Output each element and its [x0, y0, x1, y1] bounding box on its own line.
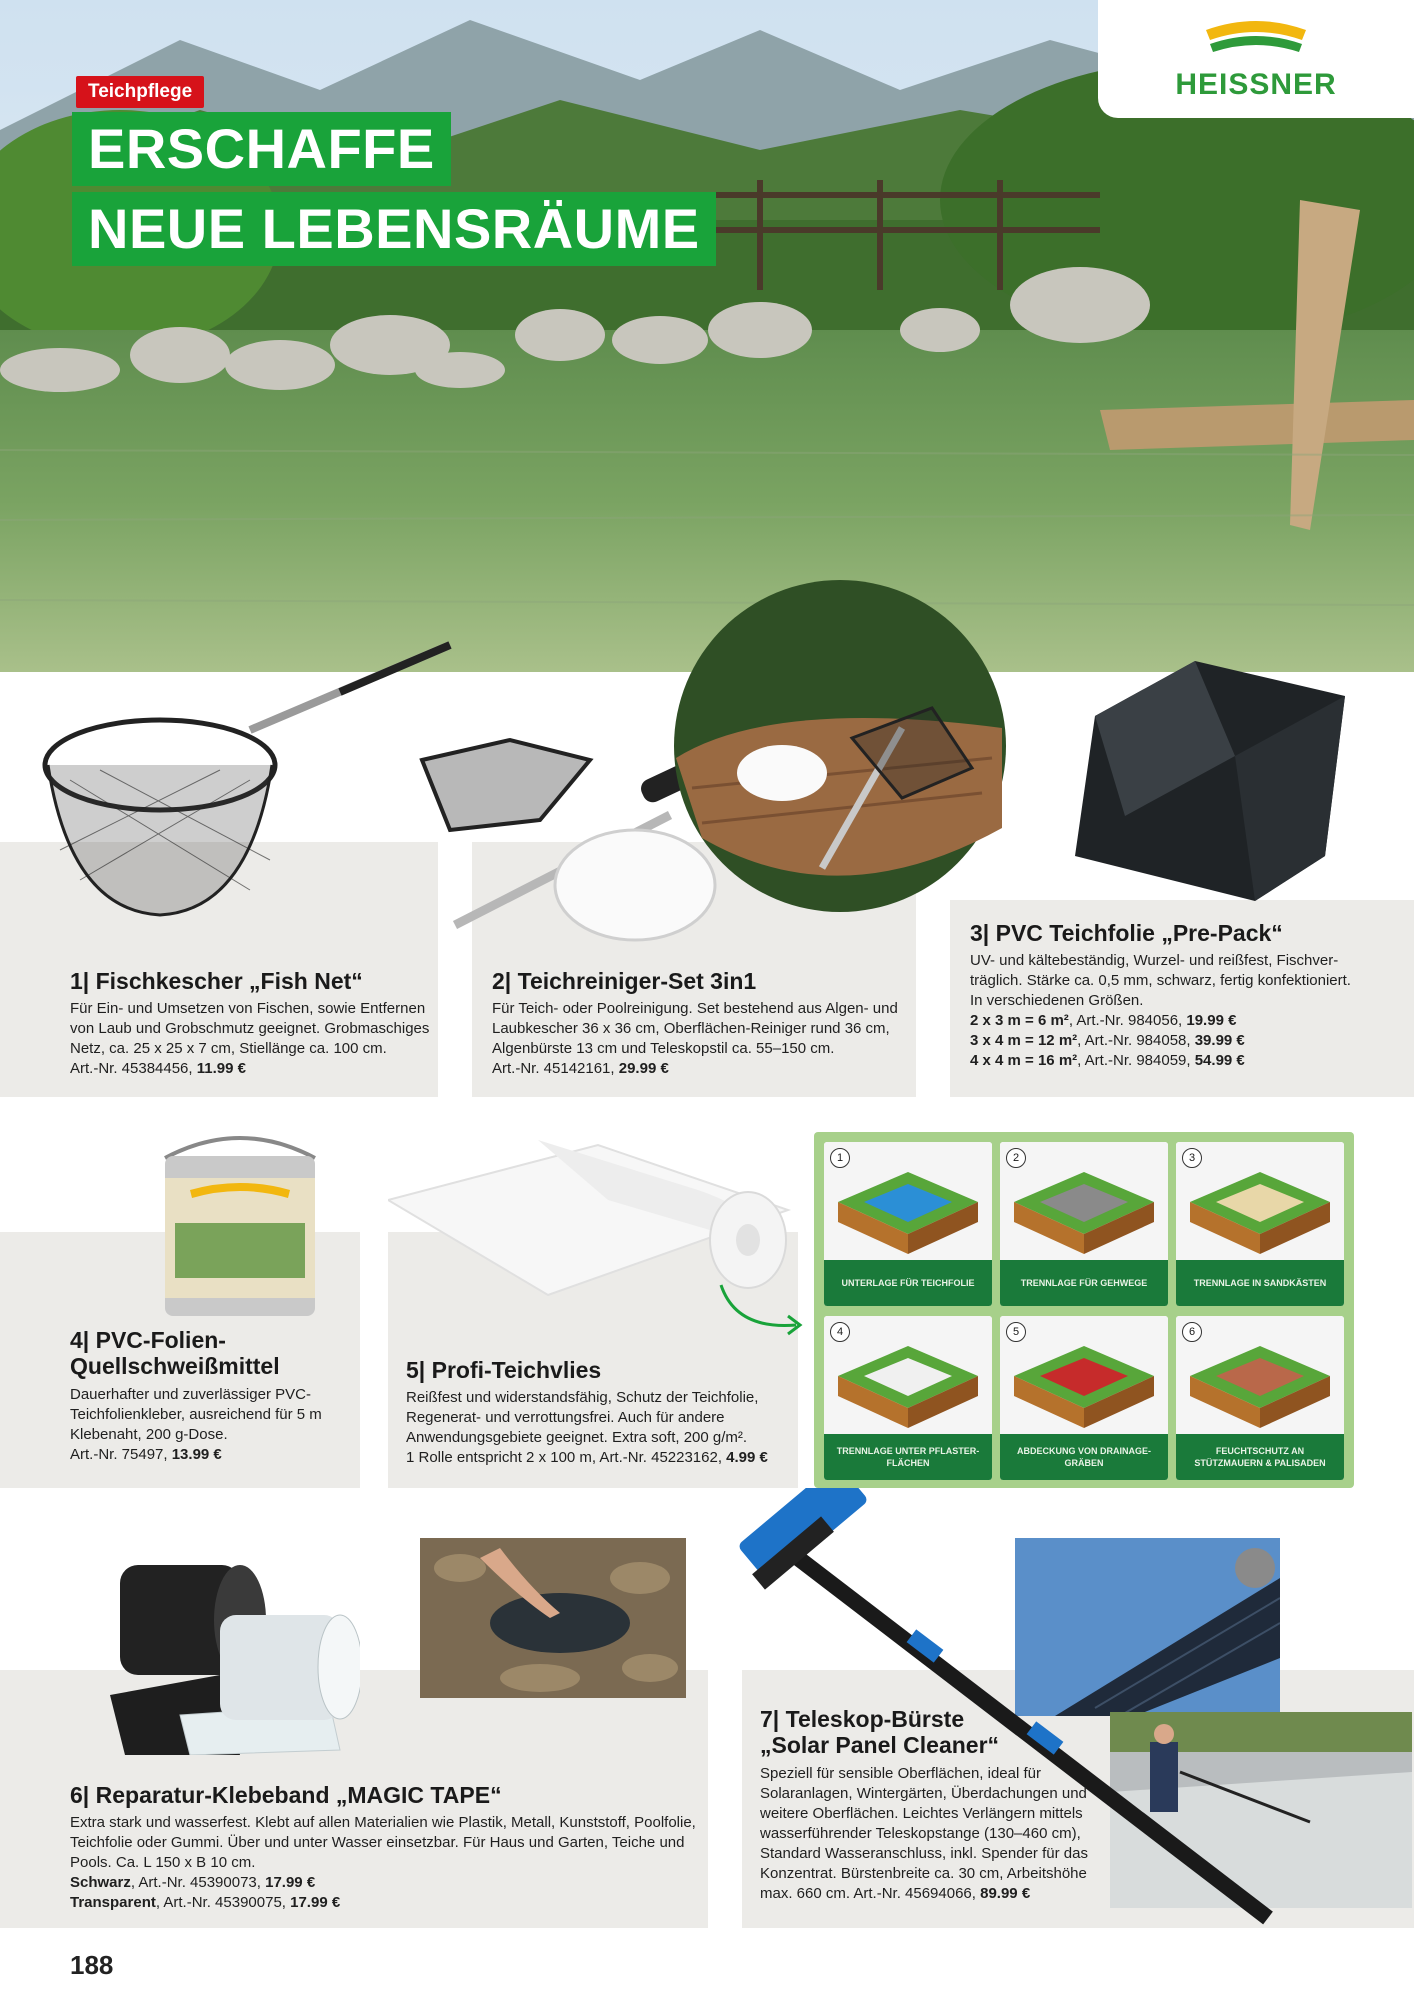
product-6-description: Extra stark und wasserfest. Klebt auf allen Materialien wie Plastik, Metall, Kunststoff, Poolfolie, Teichfolie oder Gummi. Über und unter Wasser einsetzbar. Für Haus und Garten, Teiche und Pools. Ca. L 150 x B 10 cm. Schwarz, Art.-Nr. 45390073, 17.99 € Transparent, Art.-Nr. 45390075, 17.99 € — [70, 1813, 700, 1913]
usage-panel-3 — [1176, 1142, 1344, 1306]
headline-line-2: NEUE LEBENSRÄUME — [72, 192, 716, 266]
pond-liner-image — [1055, 656, 1355, 906]
usage-panel-number: 3 — [1182, 1148, 1202, 1168]
pond-cleaner-in-use-photo — [672, 578, 1008, 914]
product-2-description: Für Teich- oder Poolreinigung. Set bestehend aus Algen- und Laubkescher 36 x 36 cm, Oberflächen-Reiniger rund 36 cm, Algenbürste 13 cm und Teleskopstil ca. 55–150 cm. Art.-Nr. 45142161, 29.99 € — [492, 1000, 898, 1077]
product-7-title: 7| Teleskop-Bürste „Solar Panel Cleaner“ — [760, 1706, 1000, 1758]
product-3-title: 3| PVC Teichfolie „Pre-Pack“ — [970, 920, 1283, 946]
usage-panel-2 — [1000, 1142, 1168, 1306]
product-4-description: Dauerhafter und zuverlässiger PVC- Teichfolienkleber, ausreichend für 5 m Klebenaht, 200 g-Dose. Art.-Nr. 75497, 13.99 € — [70, 1386, 322, 1463]
variant-row: Schwarz, Art.-Nr. 45390073, 17.99 € — [70, 1874, 316, 1891]
usage-panel-number: 5 — [1006, 1322, 1026, 1342]
brand-logo — [1098, 0, 1414, 118]
usage-panel-number: 1 — [830, 1148, 850, 1168]
headline-line-1: ERSCHAFFE — [72, 112, 451, 186]
brand-logo-text: HEISSNER — [1175, 68, 1337, 101]
usage-panel-caption: FEUCHTSCHUTZ AN STÜTZMAUERN & PALISADEN — [1176, 1434, 1344, 1480]
product-7-description: Speziell für sensible Oberflächen, ideal für Solaranlagen, Wintergärten, Überdachungen und weitere Oberflächen. Leichtes Verlängern mittels wasserführender Teleskopstange (130–460 cm), Standard Wasseranschluss, inkl. Spender für das Konzentrat. Bürstenbreite ca. 30 cm, Arbeitshöhe max. 660 cm. Art.-Nr. 45694066, 89.99 € — [760, 1765, 1088, 1902]
usage-panel-5 — [1000, 1316, 1168, 1480]
variant-row: Transparent, Art.-Nr. 45390075, 17.99 € — [70, 1894, 341, 1911]
product-1-price: 11.99 € — [196, 1060, 246, 1077]
usage-panel-caption: TRENNLAGE FÜR GEHWEGE — [1000, 1260, 1168, 1306]
product-6-title: 6| Reparatur-Klebeband „MAGIC TAPE“ — [70, 1782, 502, 1808]
product-5-price: 4.99 € — [726, 1449, 768, 1466]
product-4-title: 4| PVC-Folien- Quellschweißmittel — [70, 1327, 280, 1379]
product-1-description: Für Ein- und Umsetzen von Fischen, sowie Entfernen von Laub und Grobschmutz geeignet. Grobmaschiges Netz, ca. 25 x 25 x 7 cm, Stiellänge ca. 100 cm. Art.-Nr. 45384456, 11.99 € — [70, 1000, 430, 1077]
usage-panel-number: 6 — [1182, 1322, 1202, 1342]
usage-panel-caption: UNTERLAGE FÜR TEICHFOLIE — [824, 1260, 992, 1306]
usage-panel-6 — [1176, 1316, 1344, 1480]
usage-panel-caption: ABDECKUNG VON DRAINAGE-GRÄBEN — [1000, 1434, 1168, 1480]
usage-panel-number: 2 — [1006, 1148, 1026, 1168]
magic-tape-image — [100, 1555, 360, 1755]
glue-can-image — [150, 1128, 330, 1328]
product-2-title: 2| Teichreiniger-Set 3in1 — [492, 968, 757, 994]
arrow-icon — [716, 1280, 806, 1340]
tape-underwater-photo — [420, 1538, 686, 1698]
product-5-description: Reißfest und widerstandsfähig, Schutz der Teichfolie, Regenerat- und verrottungsfrei. Auch für andere Anwendungsgebiete geeignet. Extra soft, 200 g/m². 1 Rolle entspricht 2 x 100 m, Art.-Nr. 45223162, 4.99 € — [406, 1389, 768, 1466]
product-5-title: 5| Profi-Teichvlies — [406, 1357, 602, 1383]
usage-panel-1 — [824, 1142, 992, 1306]
category-badge: Teichpflege — [76, 76, 204, 108]
variant-row: 3 x 4 m = 12 m², Art.-Nr. 984058, 39.99 € — [970, 1032, 1245, 1049]
usage-panel-4 — [824, 1316, 992, 1480]
usage-panel-number: 4 — [830, 1322, 850, 1342]
page-number: 188 — [70, 1950, 114, 1980]
product-3-description: UV- und kältebeständig, Wurzel- und reißfest, Fischver- träglich. Stärke ca. 0,5 mm, schwarz, fertig konfektioniert. In verschiedenen Größen. 2 x 3 m = 6 m², Art.-Nr. 984056, 19.99 € 3 x 4 m = 12 m², Art.-Nr. 984058, 39.99 € 4 x 4 m = 16 m², Art.-Nr. 984059, 54.99 € — [970, 951, 1400, 1071]
product-2-price: 29.99 € — [618, 1060, 669, 1077]
product-4-price: 13.99 € — [171, 1446, 222, 1463]
usage-panel-caption: TRENNLAGE UNTER PFLASTER-FLÄCHEN — [824, 1434, 992, 1480]
variant-row: 4 x 4 m = 16 m², Art.-Nr. 984059, 54.99 € — [970, 1052, 1245, 1069]
variant-row: 2 x 3 m = 6 m², Art.-Nr. 984056, 19.99 € — [970, 1012, 1237, 1029]
usage-panel-caption: TRENNLAGE IN SANDKÄSTEN — [1176, 1260, 1344, 1306]
product-7-price: 89.99 € — [980, 1885, 1031, 1902]
page-headline — [72, 112, 716, 266]
product-1-title: 1| Fischkescher „Fish Net“ — [70, 968, 363, 994]
